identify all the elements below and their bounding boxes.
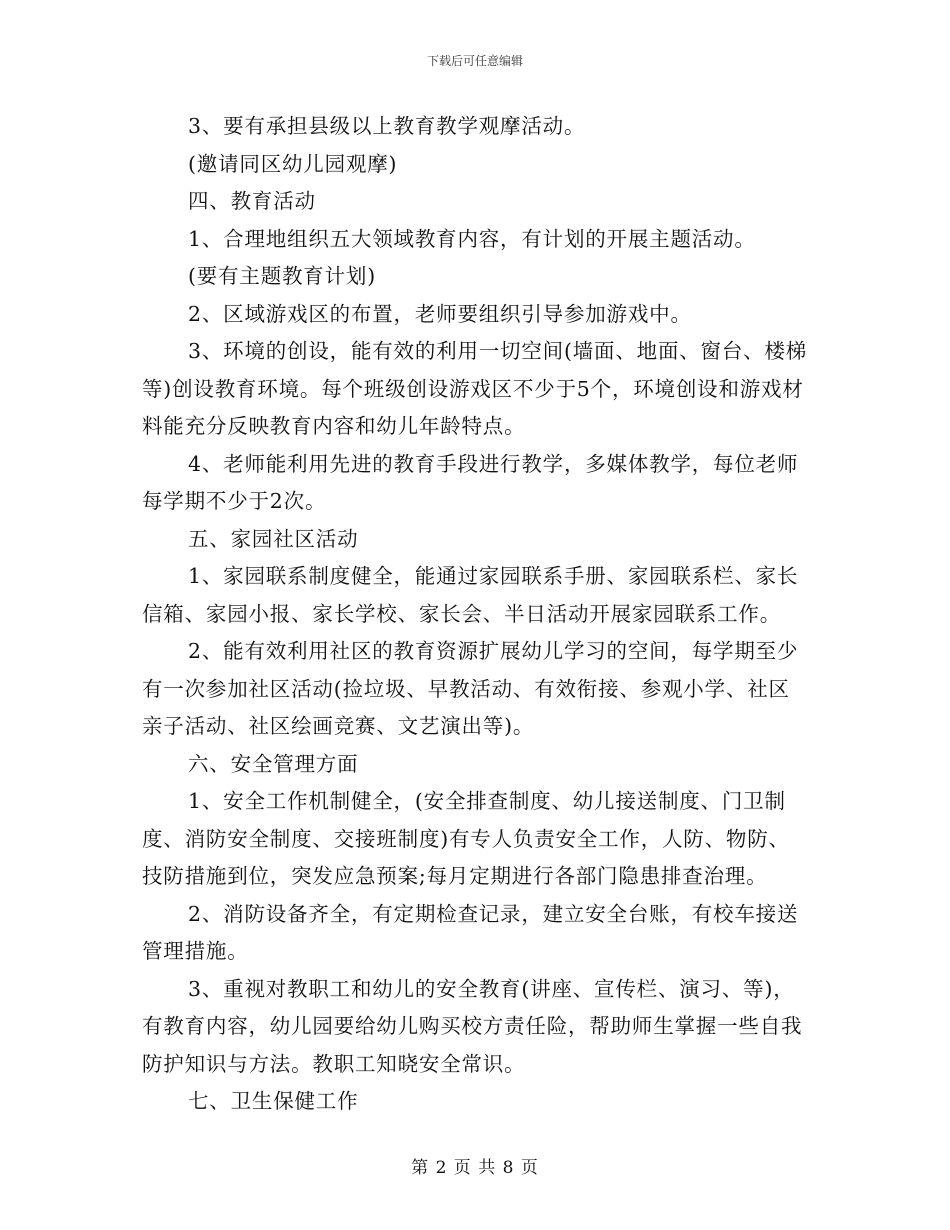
paragraph: 3、重视对教职工和幼儿的安全教育(讲座、宣传栏、演习、等)，有教育内容，幼儿园要给幼儿购买校方责任险，帮助师生掌握一些自我防护知识与方法。教职工知晓安全常识。 [142, 976, 803, 1076]
paragraph: (要有主题教育计划) [188, 264, 376, 288]
document-body [142, 108, 810, 1121]
paragraph: 2、区域游戏区的布置，老师要组织引导参加游戏中。 [188, 301, 692, 326]
paragraph: 3、环境的创设，能有效的利用一切空间(墙面、地面、窗台、楼梯等)创设教育环境。每个班级创设游戏区不少于5个，环境创设和游戏材料能充分反映教育内容和幼儿年龄特点。 [142, 339, 808, 438]
paragraph: 2、能有效利用社区的教育资源扩展幼儿学习的空间，每学期至少有一次参加社区活动(捡垃圾、早教活动、有效衔接、参观小学、社区亲子活动、社区绘画竞赛、文艺演出等)。 [142, 639, 799, 738]
page-number-footer: 第 2 页 共 8 页 [411, 1158, 539, 1178]
paragraph: 2、消防设备齐全，有定期检查记录，建立安全台账，有校车接送管理措施。 [142, 901, 799, 963]
section-heading: 七、卫生保健工作 [188, 1089, 359, 1113]
page-header: 下载后可任意编辑 [426, 54, 523, 68]
paragraph: 3、要有承担县级以上教育教学观摩活动。 [188, 114, 586, 138]
paragraph: 1、安全工作机制健全，(安全排查制度、幼儿接送制度、门卫制度、消防安全制度、交接班制度)有专人负责安全工作，人防、物防、技防措施到位，突发应急预案;每月定期进行各部门隐患排查治理。 [142, 789, 790, 888]
section-heading: 四、教育活动 [188, 189, 316, 213]
paragraph: 4、老师能利用先进的教育手段进行教学，多媒体教学，每位老师每学期不少于2次。 [142, 451, 799, 513]
paragraph: (邀请同区幼儿园观摩) [188, 151, 398, 176]
section-heading: 六、安全管理方面 [188, 751, 359, 776]
paragraph: 1、家园联系制度健全，能通过家园联系手册、家园联系栏、家长信箱、家园小报、家长学校、家长会、半日活动开展家园联系工作。 [142, 564, 799, 626]
paragraph: 1、合理地组织五大领域教育内容，有计划的开展主题活动。 [188, 226, 756, 251]
section-heading: 五、家园社区活动 [188, 526, 359, 551]
